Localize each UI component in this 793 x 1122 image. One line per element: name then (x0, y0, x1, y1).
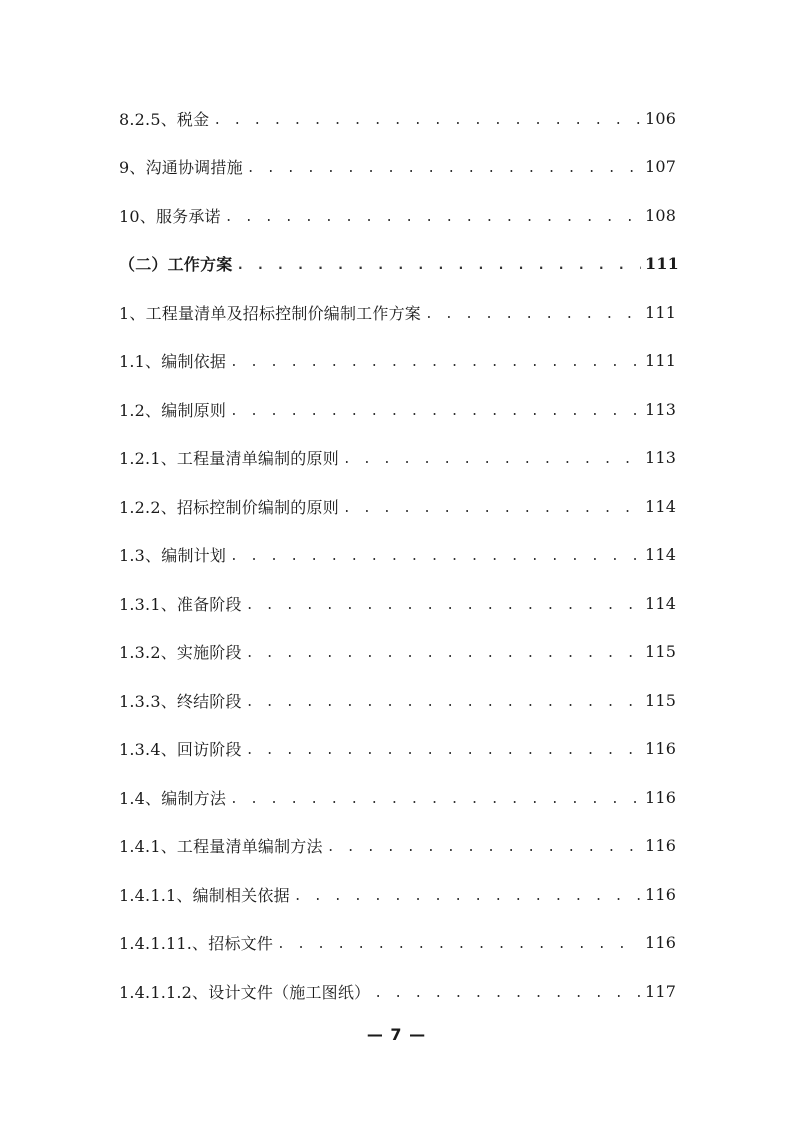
toc-entry-page: 116 (645, 787, 677, 807)
toc-dot-leader (246, 743, 641, 758)
toc-dot-leader (247, 161, 641, 176)
toc-entry-title: 1.3.1、准备阶段 (119, 594, 242, 614)
toc-entry-page: 107 (645, 157, 677, 177)
toc-entry[interactable] (119, 337, 675, 386)
toc-entry-title: 8.2.5、税金 (119, 109, 210, 129)
toc-dot-leader (343, 452, 641, 467)
toc-entry[interactable] (119, 94, 675, 143)
toc-dot-leader (246, 598, 641, 613)
toc-entry-page: 116 (645, 739, 677, 759)
page-number: — 7 — (366, 1025, 427, 1044)
toc-entry-title: 1.4.1.11.、招标文件 (119, 934, 274, 954)
toc-entry-title: 1.3.4、回访阶段 (119, 740, 242, 760)
toc-entry-title: （二）工作方案 (119, 255, 233, 275)
toc-dot-leader (213, 113, 641, 128)
toc-entry-page: 114 (645, 593, 677, 613)
toc-entry[interactable] (119, 434, 675, 483)
toc-entry-page: 117 (645, 981, 677, 1001)
toc-dot-leader (246, 646, 641, 661)
toc-entry-title: 1.3、编制计划 (119, 546, 227, 566)
toc-dot-leader (246, 695, 641, 710)
toc-dot-leader (327, 840, 641, 855)
table-of-contents (119, 94, 679, 1016)
toc-entry[interactable] (119, 773, 675, 822)
toc-entry-title: 9、沟通协调措施 (119, 158, 243, 178)
toc-entry-title: 1.2.1、工程量清单编制的原则 (119, 449, 339, 469)
toc-entry-title: 1.4.1.1、编制相关依据 (119, 885, 290, 905)
toc-entry[interactable] (119, 822, 675, 871)
toc-dot-leader (225, 210, 641, 225)
toc-entry-page: 116 (645, 884, 677, 904)
toc-entry-page: 116 (645, 933, 677, 953)
toc-dot-leader (425, 307, 641, 322)
toc-entry[interactable] (119, 919, 675, 968)
toc-dot-leader (277, 937, 641, 952)
toc-dot-leader (343, 501, 641, 516)
toc-entry-page: 115 (645, 690, 677, 710)
toc-dot-leader (230, 404, 641, 419)
toc-dot-leader (230, 792, 641, 807)
toc-entry-title: 1.3.2、实施阶段 (119, 643, 242, 663)
toc-entry-page: 106 (645, 108, 677, 128)
toc-entry-title: 1.3.3、终结阶段 (119, 691, 242, 711)
toc-entry[interactable] (119, 725, 675, 774)
toc-entry-page: 116 (645, 836, 677, 856)
toc-dot-leader (230, 549, 641, 564)
toc-entry-page: 114 (645, 496, 677, 516)
toc-entry-title: 1.4.1.1.2、设计文件（施工图纸） (119, 982, 371, 1002)
toc-entry[interactable] (119, 191, 675, 240)
toc-entry[interactable] (119, 579, 675, 628)
toc-entry[interactable] (119, 967, 675, 1016)
toc-entry-title: 1、工程量清单及招标控制价编制工作方案 (119, 303, 421, 323)
toc-entry-page: 113 (645, 448, 677, 468)
toc-dot-leader (294, 889, 641, 904)
toc-entry-page: 108 (645, 205, 677, 225)
toc-dot-leader (374, 986, 641, 1001)
toc-entry-page: 111 (645, 302, 677, 322)
toc-entry[interactable] (119, 628, 675, 677)
toc-entry-page: 114 (645, 545, 677, 565)
toc-entry[interactable] (119, 385, 675, 434)
toc-section-heading[interactable] (119, 240, 679, 289)
toc-entry[interactable] (119, 143, 675, 192)
toc-entry[interactable] (119, 482, 675, 531)
toc-entry[interactable] (119, 531, 675, 580)
toc-entry-page: 113 (645, 399, 677, 419)
toc-dot-leader (230, 355, 641, 370)
toc-entry-title: 1.2、编制原则 (119, 400, 227, 420)
toc-entry-title: 1.1、编制依据 (119, 352, 227, 372)
toc-entry[interactable] (119, 870, 675, 919)
toc-entry-title: 1.4、编制方法 (119, 788, 227, 808)
toc-entry-page: 111 (645, 351, 677, 371)
toc-entry-title: 10、服务承诺 (119, 206, 221, 226)
toc-entry-page: 111 (645, 254, 679, 274)
toc-entry[interactable] (119, 288, 675, 337)
toc-entry-title: 1.2.2、招标控制价编制的原则 (119, 497, 339, 517)
toc-entry-title: 1.4.1、工程量清单编制方法 (119, 837, 323, 857)
toc-dot-leader (236, 258, 641, 273)
toc-entry[interactable] (119, 676, 675, 725)
toc-entry-page: 115 (645, 642, 677, 662)
